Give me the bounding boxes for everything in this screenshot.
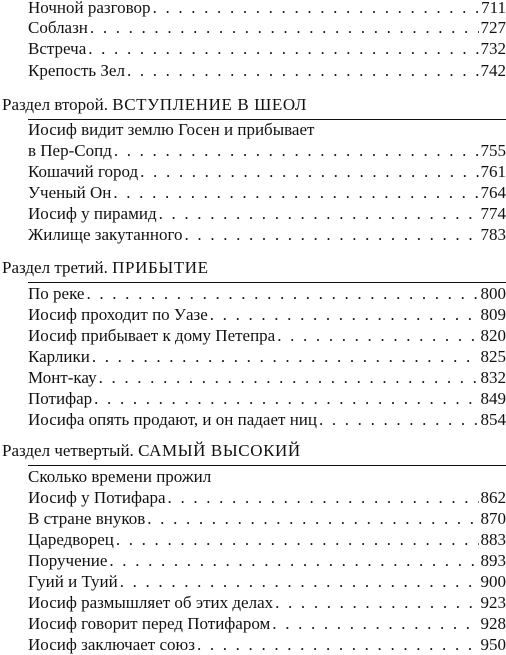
- entry-page: 764: [480, 183, 506, 202]
- toc-entry: [28, 530, 506, 550]
- entry-title: Монт-кау: [28, 368, 97, 387]
- entry-page: 732: [480, 39, 506, 58]
- entry-page: 742: [480, 61, 506, 80]
- dot-leader: [319, 410, 479, 430]
- toc-entry: [28, 389, 506, 409]
- toc-entry: [28, 509, 506, 529]
- entry-page: 774: [480, 204, 506, 223]
- dot-leader: [153, 0, 480, 18]
- toc-entry: [28, 635, 506, 655]
- entry-title: Ученый Он: [28, 183, 112, 202]
- toc-entry: [28, 183, 506, 203]
- dot-leader: [86, 284, 478, 304]
- toc-entry: [28, 18, 506, 38]
- toc-entry: [28, 305, 506, 325]
- dot-leader: [185, 225, 479, 245]
- dot-leader: [210, 305, 479, 325]
- entry-title: По реке: [28, 284, 85, 303]
- dot-leader: [272, 614, 478, 634]
- entry-first-line: Иосиф видит землю Госен и прибывает: [28, 120, 315, 139]
- entry-page: 825: [480, 347, 506, 366]
- section-label: Раздел второй.: [2, 95, 108, 114]
- toc-entry: [28, 326, 506, 346]
- entry-title: Потифар: [28, 389, 93, 408]
- section-divider: [28, 465, 506, 466]
- entry-title: Иосиф у Потифара: [28, 488, 166, 507]
- toc-entry: [28, 61, 506, 81]
- toc-entry: [28, 488, 506, 508]
- toc-entry: [28, 0, 506, 18]
- entry-page: 761: [480, 162, 506, 181]
- entry-title: Поручение: [28, 551, 108, 570]
- entry-page: 809: [480, 305, 506, 324]
- dot-leader: [114, 141, 479, 161]
- section-heading: [2, 440, 301, 462]
- dot-leader: [109, 551, 478, 571]
- entry-title: Иосиф проходит по Уазе: [28, 305, 208, 324]
- entry-page: 862: [480, 488, 506, 507]
- entry-title: Встреча: [28, 39, 87, 58]
- dot-leader: [147, 509, 478, 529]
- dot-leader: [116, 530, 479, 550]
- entry-page: 783: [480, 225, 506, 244]
- entry-title: Соблазн: [28, 18, 88, 37]
- toc-entry: [28, 410, 506, 430]
- dot-leader: [120, 572, 479, 592]
- section-heading: [2, 257, 209, 279]
- toc-entry: [28, 284, 506, 304]
- dot-leader: [90, 18, 479, 38]
- dot-leader: [140, 162, 478, 182]
- section-label: Раздел четвертый.: [2, 441, 134, 460]
- entry-title: Иосиф прибывает к дому Петепра: [28, 326, 276, 345]
- section-label: Раздел третий.: [2, 258, 108, 277]
- entry-title: В стране внуков: [28, 509, 146, 528]
- entry-title: Иосиф у пирамид: [28, 204, 157, 223]
- entry-title: Кошачий город: [28, 162, 139, 181]
- entry-page: 727: [480, 18, 506, 37]
- toc-entry: [28, 225, 506, 245]
- toc-entry: [28, 593, 506, 613]
- entry-title: Карлики: [28, 347, 90, 366]
- dot-leader: [88, 39, 478, 59]
- entry-page: 800: [480, 284, 506, 303]
- toc-entry: [28, 39, 506, 59]
- section-title: ПРИБЫТИЕ: [112, 258, 209, 277]
- dot-leader: [127, 61, 479, 81]
- entry-page: 849: [480, 389, 506, 408]
- entry-page: 820: [480, 326, 506, 345]
- entry-page: 854: [480, 410, 506, 429]
- entry-page: 950: [480, 635, 506, 654]
- dot-leader: [168, 488, 479, 508]
- dot-leader: [159, 204, 479, 224]
- section-divider: [28, 282, 506, 283]
- entry-page: 870: [480, 509, 506, 528]
- entry-page: 928: [480, 614, 506, 633]
- dot-leader: [275, 593, 478, 613]
- toc-entry: [28, 614, 506, 634]
- entry-title: Ночной разговор: [28, 0, 151, 17]
- entry-title: в Пер-Сопд: [28, 141, 112, 160]
- toc-entry: [28, 141, 506, 161]
- entry-page: 893: [480, 551, 506, 570]
- entry-title: Иосифа опять продают, и он падает ниц: [28, 410, 317, 429]
- entry-title: Иосиф размышляет об этих делах: [28, 593, 274, 612]
- entry-title: Иосиф говорит перед Потифаром: [28, 614, 271, 633]
- entry-title: Крепость Зел: [28, 61, 125, 80]
- toc-entry: [28, 204, 506, 224]
- entry-title: Жилище закутанного: [28, 225, 183, 244]
- toc-entry: [28, 347, 506, 367]
- entry-title: Царедворец: [28, 530, 114, 549]
- section-title: САМЫЙ ВЫСОКИЙ: [138, 441, 301, 460]
- toc-entry: [28, 551, 506, 571]
- dot-leader: [277, 326, 478, 346]
- dot-leader: [99, 368, 479, 388]
- dot-leader: [113, 183, 478, 203]
- dot-leader: [94, 389, 478, 409]
- toc-entry: [28, 572, 506, 592]
- entry-title: Гуий и Туий: [28, 572, 118, 591]
- entry-page: 832: [480, 368, 506, 387]
- entry-page: 900: [480, 572, 506, 591]
- dot-leader: [92, 347, 479, 367]
- entry-title: Иосиф заключает союз: [28, 635, 195, 654]
- toc-entry: [28, 162, 506, 182]
- section-title: ВСТУПЛЕНИЕ В ШЕОЛ: [112, 95, 308, 114]
- entry-page: 883: [480, 530, 506, 549]
- entry-page: 755: [480, 141, 506, 160]
- entry-page: 711: [481, 0, 506, 17]
- toc-entry: [28, 368, 506, 388]
- entry-page: 923: [480, 593, 506, 612]
- section-heading: [2, 94, 307, 116]
- dot-leader: [197, 635, 479, 655]
- entry-first-line: Сколько времени прожил: [28, 467, 212, 486]
